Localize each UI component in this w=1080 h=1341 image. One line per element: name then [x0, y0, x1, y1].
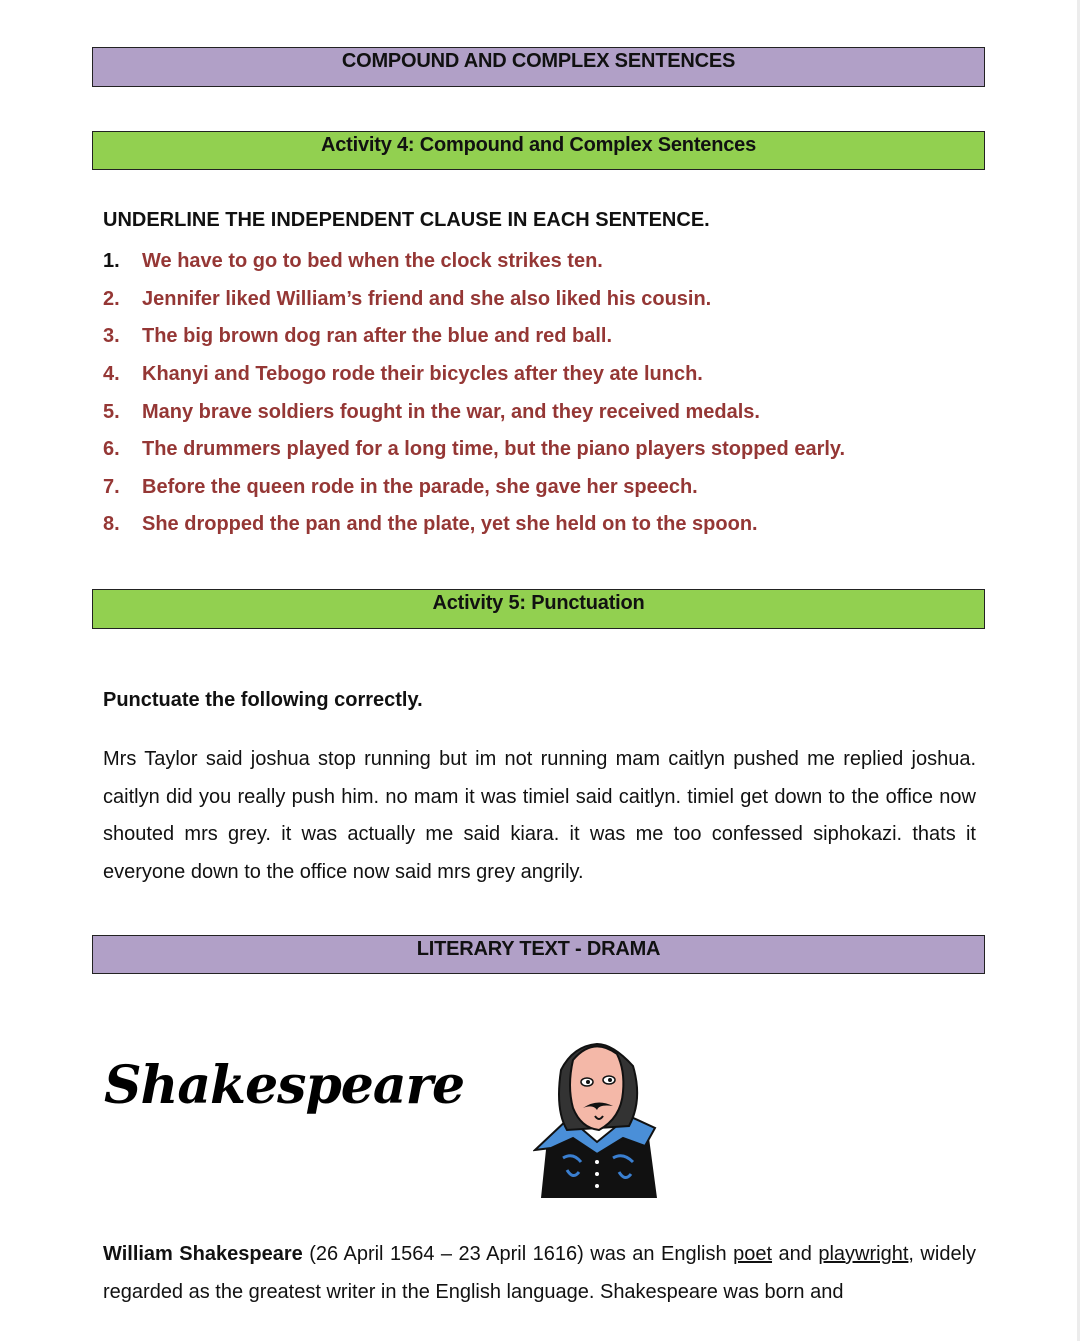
sentence-text: Before the queen rode in the parade, she gave her speech.	[142, 475, 698, 498]
punctuation-passage: Mrs Taylor said joshua stop running but im not running mam caitlyn pushed me replied joshua. caitlyn did you really push him. no mam it was timiel said caitlyn. timiel get down to the office now shouted mrs grey. it was actually me said kiara. it was me too confessed siphokazi. thats it everyone down to the office now said mrs grey angrily.	[103, 748, 976, 884]
bio-rest: , widely regarded as the greatest writer in the English language. Shakespeare was born and	[103, 1243, 977, 1303]
activity-5-banner	[92, 589, 985, 629]
sentence-item	[103, 431, 845, 469]
sentence-item	[103, 469, 845, 507]
sentence-number: 1.	[103, 250, 120, 273]
poet-link[interactable]: poet	[733, 1243, 773, 1265]
sentence-number: 2.	[103, 287, 120, 310]
sentence-item	[103, 506, 845, 544]
section-banner-compound-complex	[92, 47, 985, 87]
playwright-link[interactable]: playwright	[818, 1243, 909, 1265]
sentence-number: 6.	[103, 438, 120, 461]
sentence-text: We have to go to bed when the clock strikes ten.	[142, 250, 603, 273]
shakespeare-portrait-icon	[533, 1030, 661, 1198]
sentence-item	[103, 243, 845, 281]
sentence-number: 7.	[103, 475, 120, 498]
sentence-text: The drummers played for a long time, but the piano players stopped early.	[142, 438, 846, 461]
sentence-text: Khanyi and Tebogo rode their bicycles after they ate lunch.	[142, 363, 703, 386]
bio-and: and	[772, 1243, 819, 1265]
literary-text-banner	[92, 935, 985, 974]
shakespeare-script-title: Shakespeare	[104, 1055, 465, 1116]
shakespeare-bio	[103, 1236, 976, 1311]
sentence-item	[103, 356, 845, 394]
activity-4-banner	[92, 131, 985, 170]
sentence-list	[103, 243, 845, 544]
sentence-number: 4.	[103, 363, 120, 386]
sentence-text: Many brave soldiers fought in the war, and they received medals.	[142, 400, 760, 423]
activity-5-instruction: Punctuate the following correctly.	[103, 689, 423, 711]
sentence-text: Jennifer liked William’s friend and she also liked his cousin.	[142, 287, 712, 310]
sentence-item	[103, 318, 845, 356]
section-title: COMPOUND AND COMPLEX SENTENCES	[341, 50, 736, 72]
activity-4-title: Activity 4: Compound and Complex Sentences	[320, 134, 756, 156]
sentence-item	[103, 393, 845, 431]
bio-name: William Shakespeare	[103, 1243, 303, 1265]
sentence-text: She dropped the pan and the plate, yet she held on to the spoon.	[142, 513, 758, 536]
sentence-number: 3.	[103, 325, 120, 348]
bio-dates: (26 April 1564 – 23 April 1616) was an English	[302, 1243, 734, 1265]
sentence-text: The big brown dog ran after the blue and red ball.	[142, 325, 613, 348]
sentence-number: 8.	[103, 513, 120, 536]
sentence-item	[103, 281, 845, 319]
activity-5-title: Activity 5: Punctuation	[432, 592, 645, 614]
activity-4-instruction: UNDERLINE THE INDEPENDENT CLAUSE IN EACH SENTENCE.	[103, 209, 710, 231]
sentence-number: 5.	[103, 400, 120, 423]
literary-text-title: LITERARY TEXT - DRAMA	[416, 938, 661, 960]
